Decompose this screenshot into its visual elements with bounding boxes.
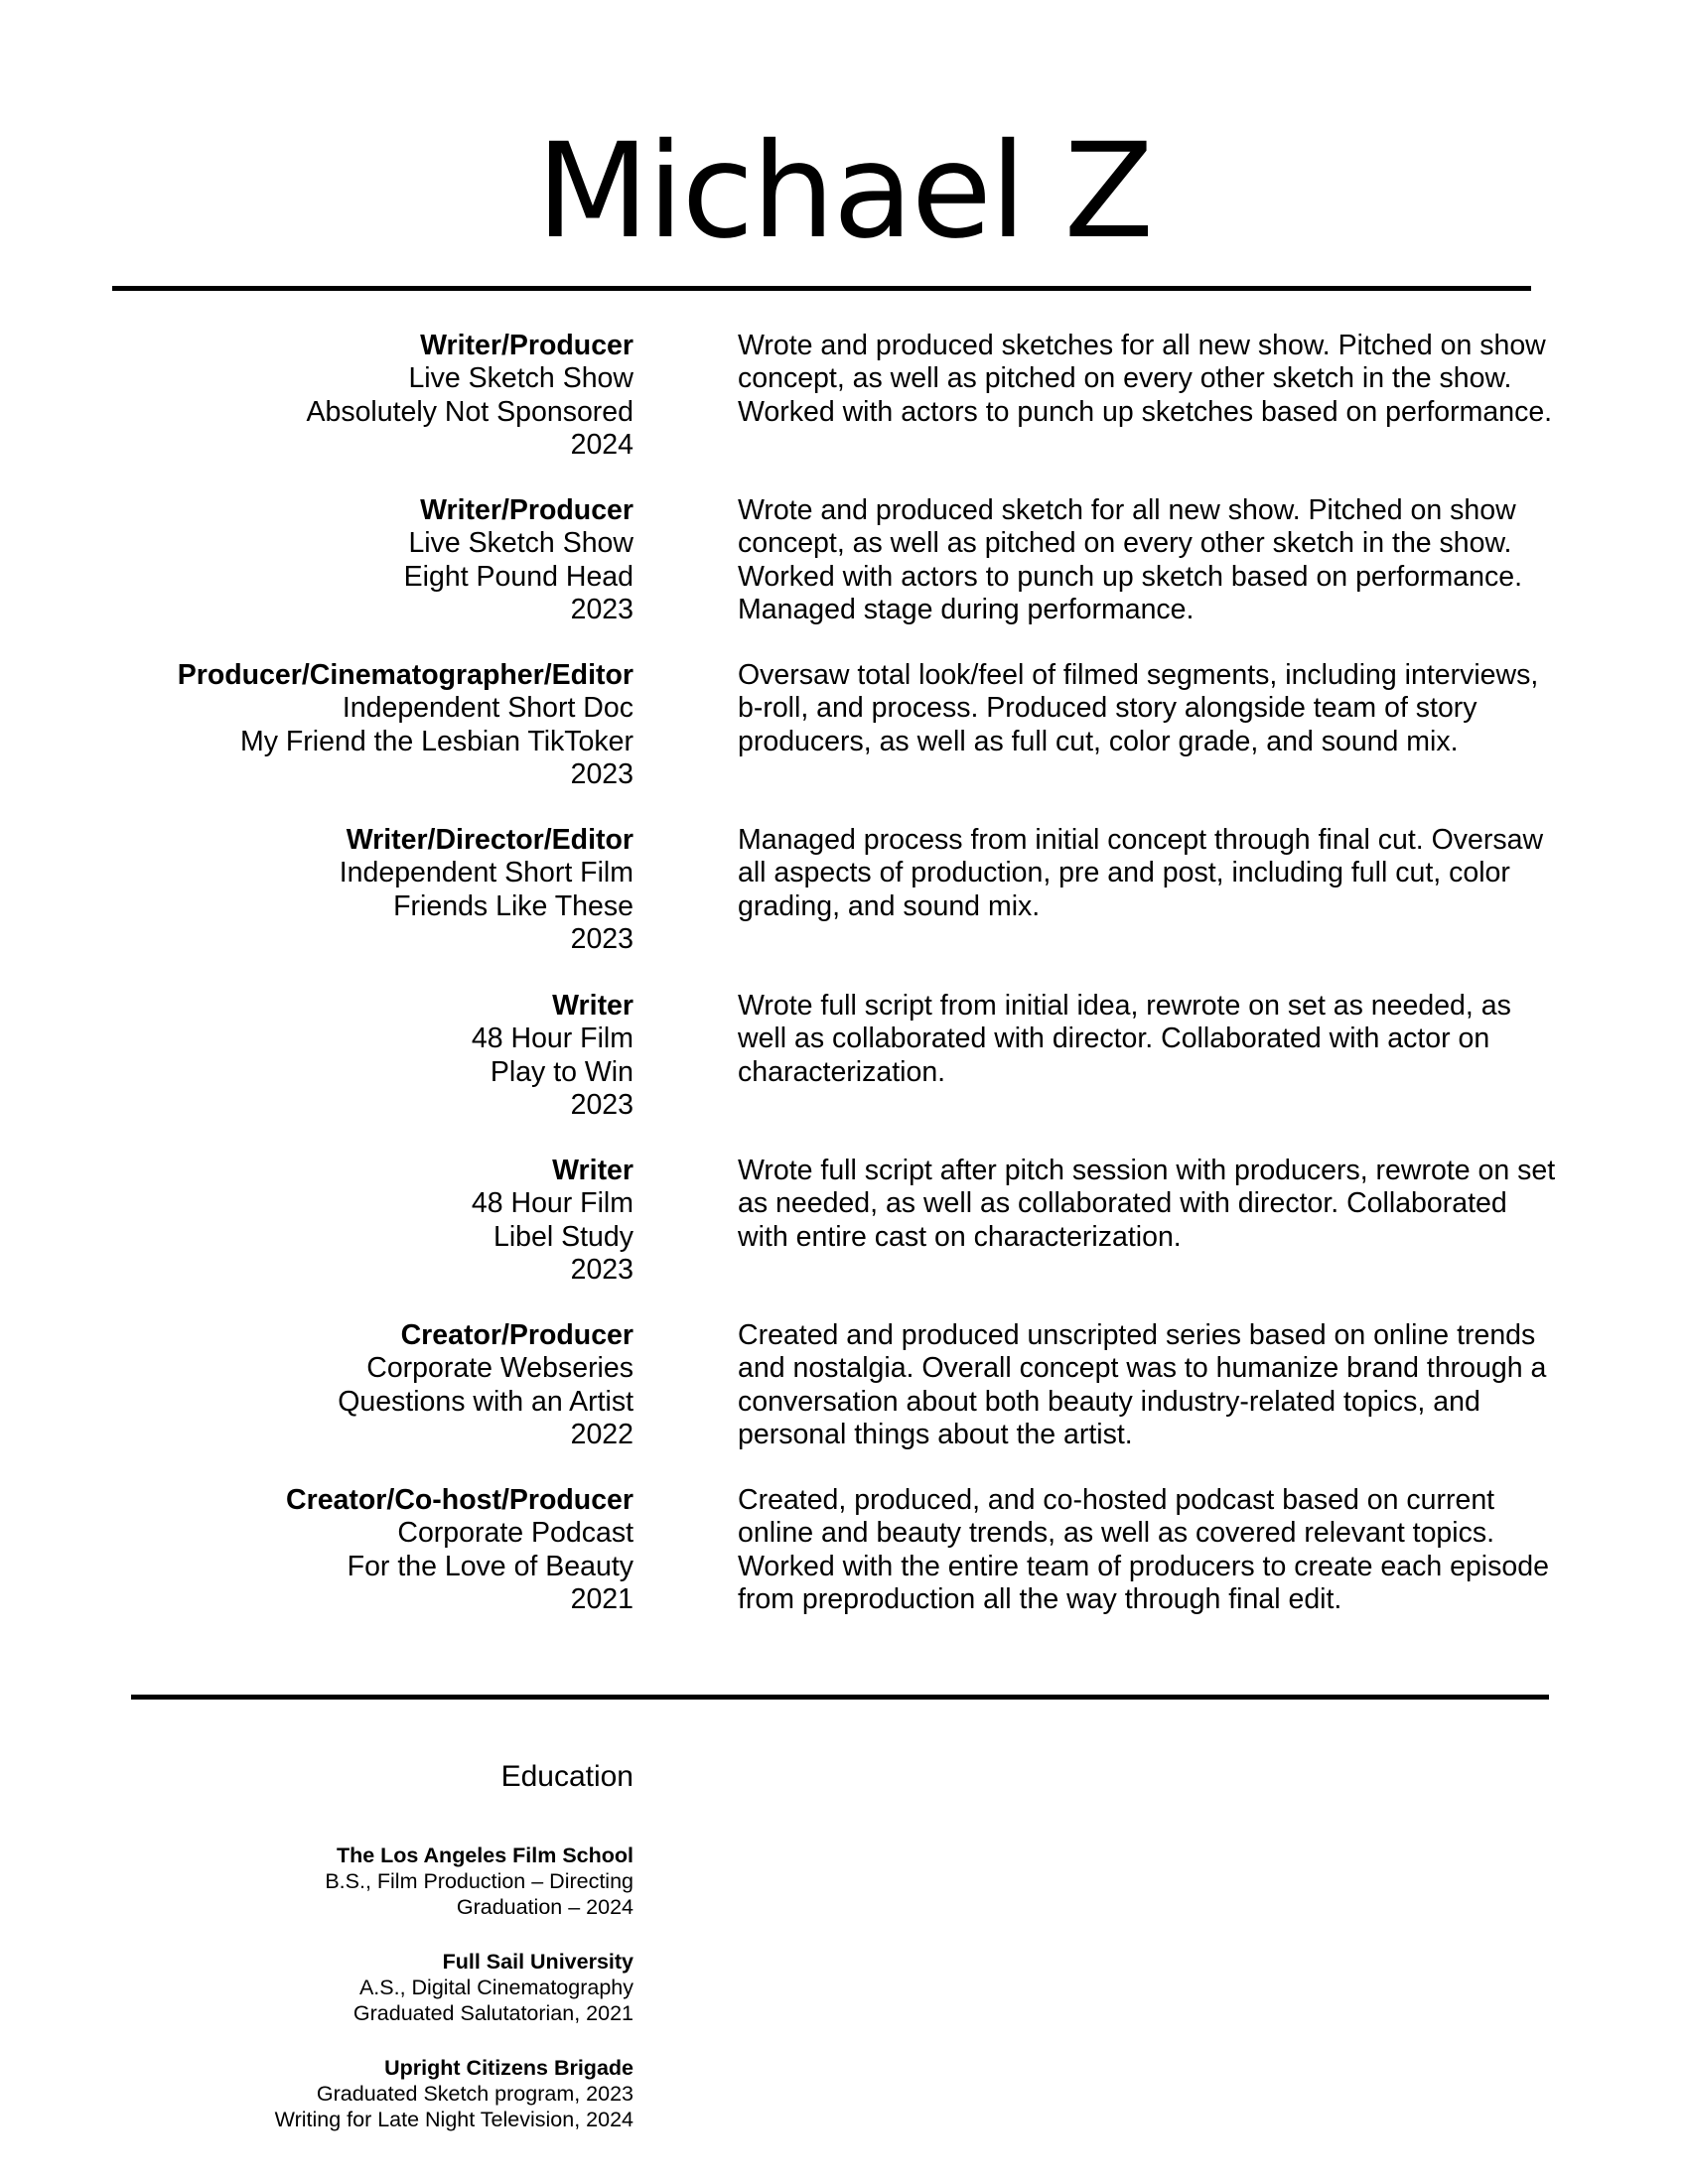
job-role: Producer/Cinematographer/Editor	[177, 659, 633, 691]
job-year: 2023	[570, 1088, 633, 1121]
school-name: Full Sail University	[442, 1950, 633, 1974]
job-details	[99, 1319, 633, 1451]
job-title: Libel Study	[492, 1220, 633, 1253]
school-name: Upright Citizens Brigade	[384, 2056, 633, 2080]
job-title: Questions with an Artist	[338, 1385, 633, 1418]
education-heading: Education	[500, 1760, 633, 1793]
job-title: My Friend the Lesbian TikToker	[239, 725, 633, 757]
school-entry	[99, 2055, 633, 2132]
job-title: For the Love of Beauty	[347, 1550, 633, 1582]
header-divider	[112, 286, 1531, 291]
job-type: Corporate Podcast	[397, 1517, 633, 1550]
job-details	[99, 1484, 633, 1616]
school-detail: Graduated Sketch program, 2023	[316, 2082, 633, 2106]
job-type: 48 Hour Film	[471, 1023, 633, 1055]
job-description: Wrote full script from initial idea, rewrote on set as needed, as well as collaborated with director. Collaborated with actor on characterization.	[738, 990, 1511, 1088]
school-detail: Graduated Salutatorian, 2021	[352, 2001, 633, 2025]
section-divider	[131, 1695, 1549, 1700]
job-details	[99, 330, 633, 462]
school-entry	[99, 1949, 633, 2026]
job-title: Eight Pound Head	[403, 560, 633, 593]
job-details	[99, 1155, 633, 1287]
job-type: 48 Hour Film	[471, 1187, 633, 1220]
job-role: Writer/Producer	[420, 330, 633, 361]
school-detail: Writing for Late Night Television, 2024	[274, 2108, 633, 2131]
job-type: Live Sketch Show	[408, 527, 633, 560]
school-detail: B.S., Film Production – Directing	[325, 1869, 633, 1893]
job-type: Live Sketch Show	[408, 362, 633, 395]
job-year: 2021	[570, 1582, 633, 1615]
job-role: Writer/Director/Editor	[346, 824, 633, 856]
job-year: 2023	[570, 922, 633, 955]
job-description: Created and produced unscripted series based on online trends and nostalgia. Overall concept was to humanize brand through a conversation about both beauty industry-related topics, and personal things about the artist.	[738, 1319, 1547, 1450]
job-description: Created, produced, and co-hosted podcast based on current online and beauty trends, as well as covered relevant topics. Worked with the entire team of producers to create each episode from preproduction all the way through final edit.	[738, 1484, 1549, 1615]
job-role: Writer/Producer	[420, 494, 633, 526]
job-details	[99, 659, 633, 791]
school-detail: A.S., Digital Cinematography	[358, 1976, 633, 1999]
job-description: Wrote full script after pitch session with producers, rewrote on set as needed, as well as collaborated with director. Collaborated with entire cast on characterization.	[738, 1155, 1556, 1253]
job-role: Writer	[552, 1155, 633, 1186]
job-role: Writer	[552, 990, 633, 1022]
job-description: Wrote and produced sketch for all new show. Pitched on show concept, as well as pitched on every other sketch in the show. Worked with actors to punch up sketch based on performance. Managed stage during performance.	[738, 494, 1522, 625]
job-details	[99, 990, 633, 1122]
job-title: Absolutely Not Sponsored	[306, 395, 633, 428]
job-role: Creator/Producer	[400, 1319, 633, 1351]
job-title: Play to Win	[490, 1055, 633, 1088]
job-year: 2023	[570, 593, 633, 625]
job-type: Corporate Webseries	[366, 1352, 633, 1385]
job-year: 2022	[570, 1418, 633, 1450]
school-detail: Graduation – 2024	[456, 1895, 633, 1919]
job-type: Independent Short Film	[339, 857, 633, 889]
job-year: 2023	[570, 1253, 633, 1286]
school-name: The Los Angeles Film School	[336, 1843, 633, 1867]
job-title: Friends Like These	[393, 889, 633, 922]
job-description: Wrote and produced sketches for all new show. Pitched on show concept, as well as pitched on every other sketch in the show. Worked with actors to punch up sketches based on performance.	[738, 330, 1553, 428]
job-details	[99, 824, 633, 956]
job-description: Managed process from initial concept through final cut. Oversaw all aspects of production, pre and post, including full cut, color grading, and sound mix.	[738, 824, 1544, 922]
job-role: Creator/Co-host/Producer	[286, 1484, 633, 1516]
job-type: Independent Short Doc	[342, 692, 633, 725]
job-year: 2024	[570, 428, 633, 461]
resume-name: Michael Z	[536, 115, 1152, 268]
job-year: 2023	[570, 757, 633, 790]
job-details	[99, 494, 633, 626]
school-entry	[99, 1843, 633, 1920]
job-description: Oversaw total look/feel of filmed segments, including interviews, b-roll, and process. Produced story alongside team of story producers, as well as full cut, color grade, and sound mix.	[738, 659, 1539, 757]
